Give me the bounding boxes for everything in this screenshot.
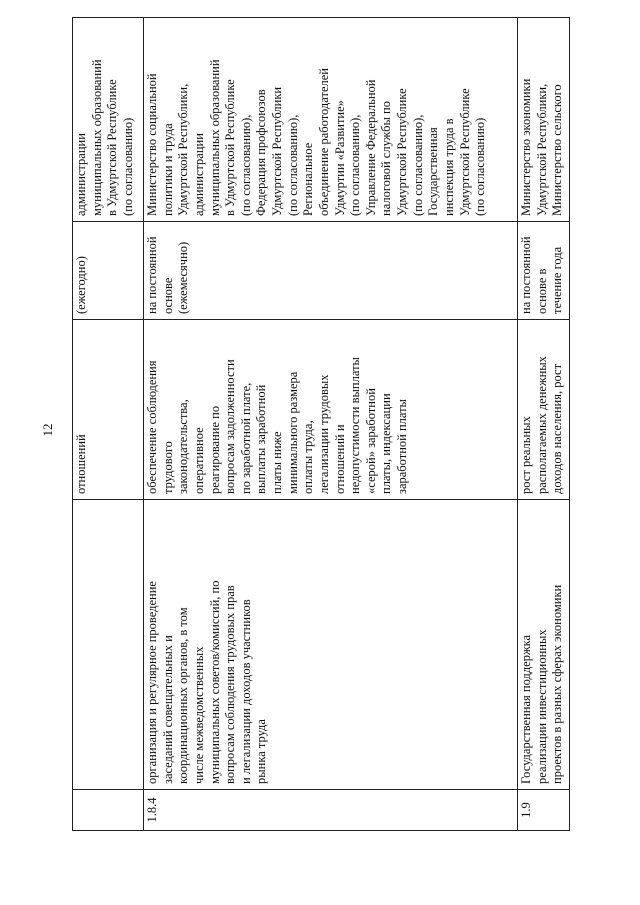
item-number-cell xyxy=(73,790,144,831)
table-row xyxy=(73,18,144,831)
term-cell: на постоянной основе (ежемесячно) xyxy=(144,222,518,320)
event-cell: Государственная поддержка реализации инвестиционных проектов в разных сферах экономики xyxy=(518,500,570,790)
result-cell: рост реальных располагаемых денежных доходов населения, рост xyxy=(518,320,570,500)
item-number-cell: 1.8.4 xyxy=(144,790,518,831)
action-plan-table xyxy=(72,17,570,831)
result-cell: обеспечение соблюдения трудового законодательства, оперативное реагирование по вопросам задолженности по заработной плате, выплаты заработной платы ниже минимального размера оплаты труда, легализации трудовых отношений и недопустимости выплаты «серой» заработной платы, индексации заработной платы xyxy=(144,320,518,500)
executor-cell: администрации муниципальных образований в Удмуртской Республике (по согласованию) xyxy=(73,18,144,222)
item-number-cell: 1.9 xyxy=(518,790,570,831)
rotated-page-content xyxy=(72,18,572,831)
executor-cell: Министерство экономики Удмуртской Республики, Министерство сельского xyxy=(518,18,570,222)
term-cell: (ежегодно) xyxy=(73,222,144,320)
executor-cell: Министерство социальной политики и труда Удмуртской Республики, администрации муниципальных образований в Удмуртской Республике (по согласованию), Федерация профсоюзов Удмуртской Республики (по согласованию), Региональное объединение работодателей Удмуртии «Развитие» (по согласованию), Управление Федеральной налоговой службы по Удмуртской Республике (по согласованию), Государственная инспекция труда в Удмуртской Республике (по согласованию) xyxy=(144,18,518,222)
table-row xyxy=(518,18,570,831)
term-cell: на постоянной основе в течение года xyxy=(518,222,570,320)
result-cell: отношений xyxy=(73,320,144,500)
table-row xyxy=(144,18,518,831)
event-cell xyxy=(73,500,144,790)
page-number: 12 xyxy=(40,423,55,437)
event-cell: организация и регулярное проведение заседаний совещательных и координационных органов, в том числе межведомственных муниципальных советов/комиссий, по вопросам соблюдения трудовых прав и легализации доходов участников рынка труда xyxy=(144,500,518,790)
